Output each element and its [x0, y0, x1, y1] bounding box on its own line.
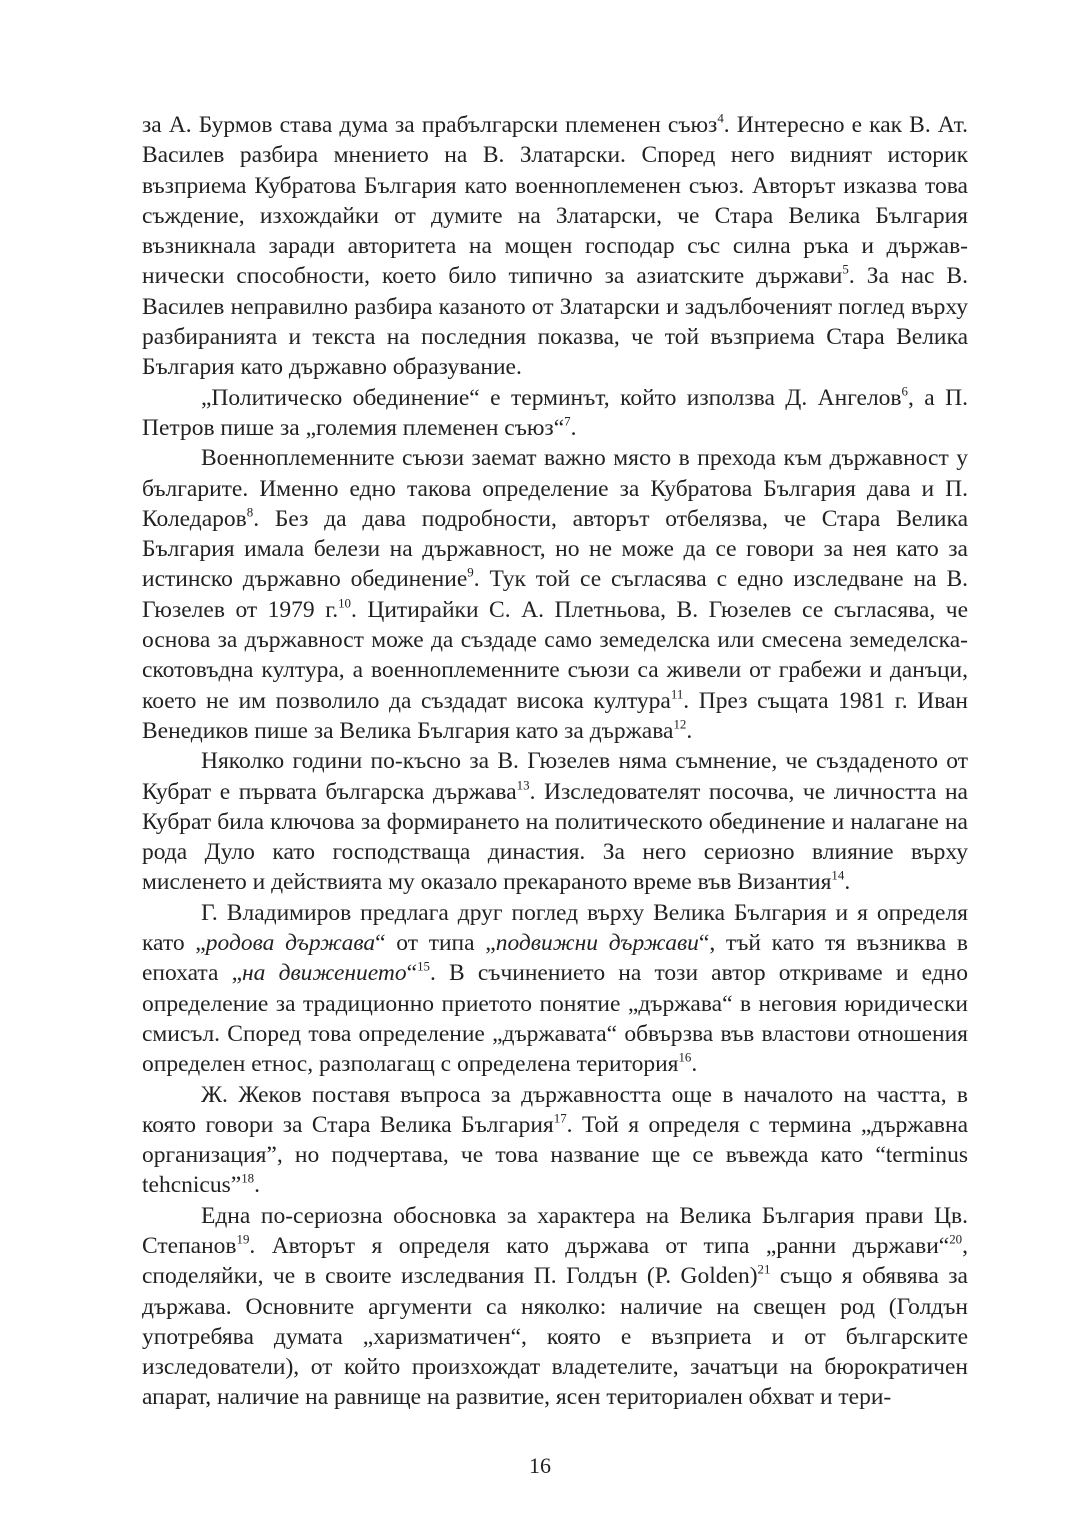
paragraph [142, 383, 968, 444]
footnote-ref: 18 [241, 1170, 255, 1186]
text-run: . [570, 414, 577, 441]
footnote-ref: 17 [553, 1110, 567, 1126]
text-run: . Изследователят посочва, че личността на Кубрат била ключова за формирането на политическото обединение и налагане на рода Дуло като господстваща династия. За него сериозно влияние върху мисленето и действията му оказало прекараното време във Византия [142, 778, 968, 896]
paragraph [142, 898, 968, 1080]
text-run: . Без да дава подробности, авторът отбелязва, че Стара Велика България имала белези на държавност, но не може да се говори за нея като за истинско държавно обединение [142, 505, 968, 593]
paragraph [142, 443, 968, 746]
footnote-ref: 5 [842, 261, 849, 277]
text-run: . Тук той се съгласява с едно изследване на В. Гюзелев от 1979 г. [142, 566, 968, 623]
text-run: Г. Владимиров предлага друг поглед върху Велика България и я определя като „ [142, 899, 968, 957]
text-run: „Политическо обединение“ е терминът, който използва Д. Ангелов [201, 384, 902, 411]
paragraph [142, 1080, 968, 1201]
paragraph [142, 746, 968, 897]
footnote-ref: 9 [467, 564, 474, 580]
text-run: . [844, 869, 851, 896]
body-text [142, 110, 968, 1413]
footnote-ref: 6 [901, 382, 908, 398]
text-run: . През същата 1981 г. Иван Венедиков пише за Велика България като за държава [142, 687, 968, 744]
text-run: . Интересно е как В. Ат. Василев разбира мнението на В. Златарски. Според него видният историк възприема Кубратова България като военноплеменен съюз. Авторът изказва това съждение, изхождайки от думите на Златарски, че Стара Велика България възникнала заради авторитета на мощен господар със силна ръка и държавнически способности, което било типично за азиатските държави [142, 112, 968, 290]
text-run: за А. Бурмов става дума за прабългарски племенен съюз [142, 112, 718, 138]
text-run: също я обявява за държава. Основните аргументи са няколко: наличие на свещен род (Голдън употребява думата „харизматичен“, която е възприета и от българските изследователи), от който произхождат владетелите, зачатъци на бюрократичен апарат, наличие на равнище на развитие, ясен териториален обхват и тери- [142, 1263, 968, 1411]
footnote-ref: 11 [670, 685, 684, 701]
text-run: “ [406, 960, 418, 987]
text-run: Една по-сериозна обосновка за характера на Велика България прави Цв. Степанов [142, 1202, 968, 1259]
text-run: . Авторът я определя като държава от типа „ранни държави“ [249, 1232, 950, 1259]
text-run: , а П. Петров пише за „големия племенен съюз“ [142, 384, 968, 441]
text-run: . Той я определя с термина „държавна организация”, но подчертава, че това название ще се въвежда като “terminus tehcnicus” [142, 1111, 968, 1199]
text-run: . [254, 1172, 260, 1199]
footnote-ref: 20 [949, 1231, 963, 1247]
text-run: , споделяйки, че в своите изследвания П. Голдън (P. Golden) [142, 1232, 968, 1290]
text-run: “, тъй като тя възниква в епохата „ [142, 930, 968, 987]
italic-term: подвижни държави [495, 930, 699, 957]
footnote-ref: 21 [757, 1261, 771, 1277]
text-run: . [691, 1051, 698, 1078]
footnote-ref: 16 [678, 1049, 692, 1065]
footnote-ref: 15 [417, 958, 430, 974]
text-run: . В съчинението на този автор откриваме и едно определение за традиционно приетото понятие „държава“ в неговия юридически смисъл. Според това определение „държавата“ обвързва във властови отношения определен етнос, разполагащ с определена територия [142, 960, 968, 1078]
text-run: Военноплеменните съюзи заемат важно място в прехода към държавност у българите. Именно едно такова определение за Кубратова България дава и П. Коледаров [142, 445, 968, 532]
footnote-ref: 19 [236, 1231, 250, 1247]
paragraph [142, 110, 968, 383]
text-run: Няколко години по-късно за В. Гюзелев няма съмнение, че създаденото от Кубрат е първата българска държава [142, 748, 968, 805]
footnote-ref: 13 [516, 776, 530, 792]
footnote-ref: 14 [831, 867, 845, 883]
text-run: . За нас В. Василев неправилно разбира казаното от Златарски и задълбоченият поглед върху разбиранията и текста на последния показва, че той възприема Стара Велика България като държавно образувание. [142, 263, 968, 381]
page-number: 16 [529, 1453, 551, 1478]
footnote-ref: 8 [246, 504, 254, 520]
text-run: Ж. Жеков поставя въпроса за държавността още в началото на частта, в която говори за Стара Велика България [142, 1081, 968, 1138]
footnote-ref: 12 [673, 716, 687, 732]
footnote-ref: 10 [338, 595, 351, 611]
paragraph [142, 1201, 968, 1413]
italic-term: родова държава [205, 930, 376, 957]
italic-term: на движението [242, 960, 407, 987]
footnote-ref: 4 [717, 110, 724, 126]
text-run: . [686, 717, 693, 744]
text-run: . Цитирайки С. А. Плетньова, В. Гюзелев се съгласява, че основа за държавност може да създаде само земеделска или смесена земеделска-скотовъдна култура, а военноплеменните съюзи са живели от грабежи и данъци, което не им позволило да създадат висока култура [142, 596, 968, 714]
footnote-ref: 7 [564, 413, 571, 429]
text-run: “ от типа „ [375, 930, 496, 957]
